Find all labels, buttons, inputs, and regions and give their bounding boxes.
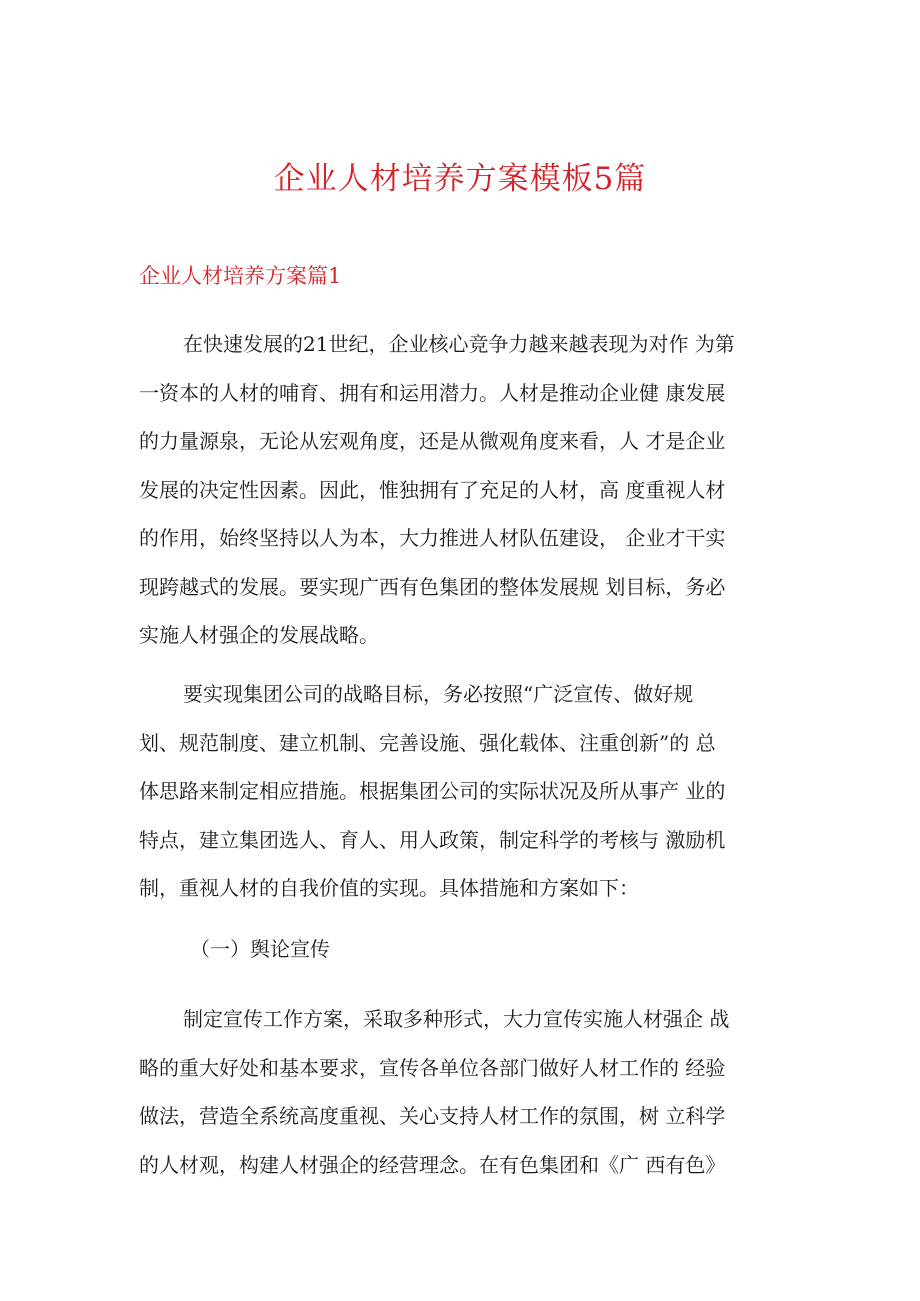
paragraph-line: 制，重视人材的自我价值的实现。具体措施和方案如下：: [139, 876, 639, 900]
paragraph-line: 的作用，始终坚持以人为本，大力推进人材队伍建设， 企业才干实: [139, 526, 726, 550]
paragraph-line: 体思路来制定相应措施。根据集团公司的实际状况及所从事产 业的: [139, 779, 726, 803]
section-title: 企业人材培养方案篇1: [139, 264, 342, 288]
paragraph-line: 制定宣传工作方案，采取多种形式，大力宣传实施人材强企 战: [183, 1007, 730, 1031]
document-title: 企业人材培养方案模板5篇: [273, 161, 647, 197]
paragraph-line: 在快速发展的21世纪，企业核心竞争力越来越表现为对作 为第: [183, 332, 735, 356]
paragraph-line: 的人材观，构建人材强企的经营理念。在有色集团和《广 西有色》: [139, 1152, 726, 1177]
paragraph-1: [139, 320, 784, 660]
paragraph-line: 发展的决定性因素。因此，惟独拥有了充足的人材，高 度重视人材: [139, 477, 726, 502]
paragraph-line: 做法，营造全系统高度重视、关心支持人材工作的氛围，树 立科学: [139, 1104, 726, 1128]
paragraph-2: [139, 670, 784, 913]
paragraph-line: 要实现集团公司的战略目标，务必按照“广泛宣传、做好规: [183, 682, 694, 706]
paragraph-line: 一资本的人材的哺育、拥有和运用潜力。人材是推动企业健 康发展: [139, 380, 726, 405]
paragraph-line: 划、规范制度、建立机制、完善设施、强化载体、注重创新”的 总: [139, 730, 716, 755]
paragraph-line: 的力量源泉，无论从宏观角度，还是从微观角度来看，人 才是企业: [139, 429, 726, 453]
paragraph-line: 特点，建立集团选人、育人、用人政策，制定科学的考核与 激励机: [139, 827, 726, 852]
paragraph-3: [139, 995, 784, 1189]
paragraph-line: 略的重大好处和基本要求，宣传各单位各部门做好人材工作的 经验: [139, 1055, 726, 1080]
subheading-public-opinion: （一）舆论宣传: [190, 937, 330, 961]
paragraph-line: 现跨越式的发展。要实现广西有色集团的整体发展规 划目标，务必: [139, 574, 726, 599]
paragraph-line: 实施人材强企的发展战略。: [139, 623, 379, 647]
